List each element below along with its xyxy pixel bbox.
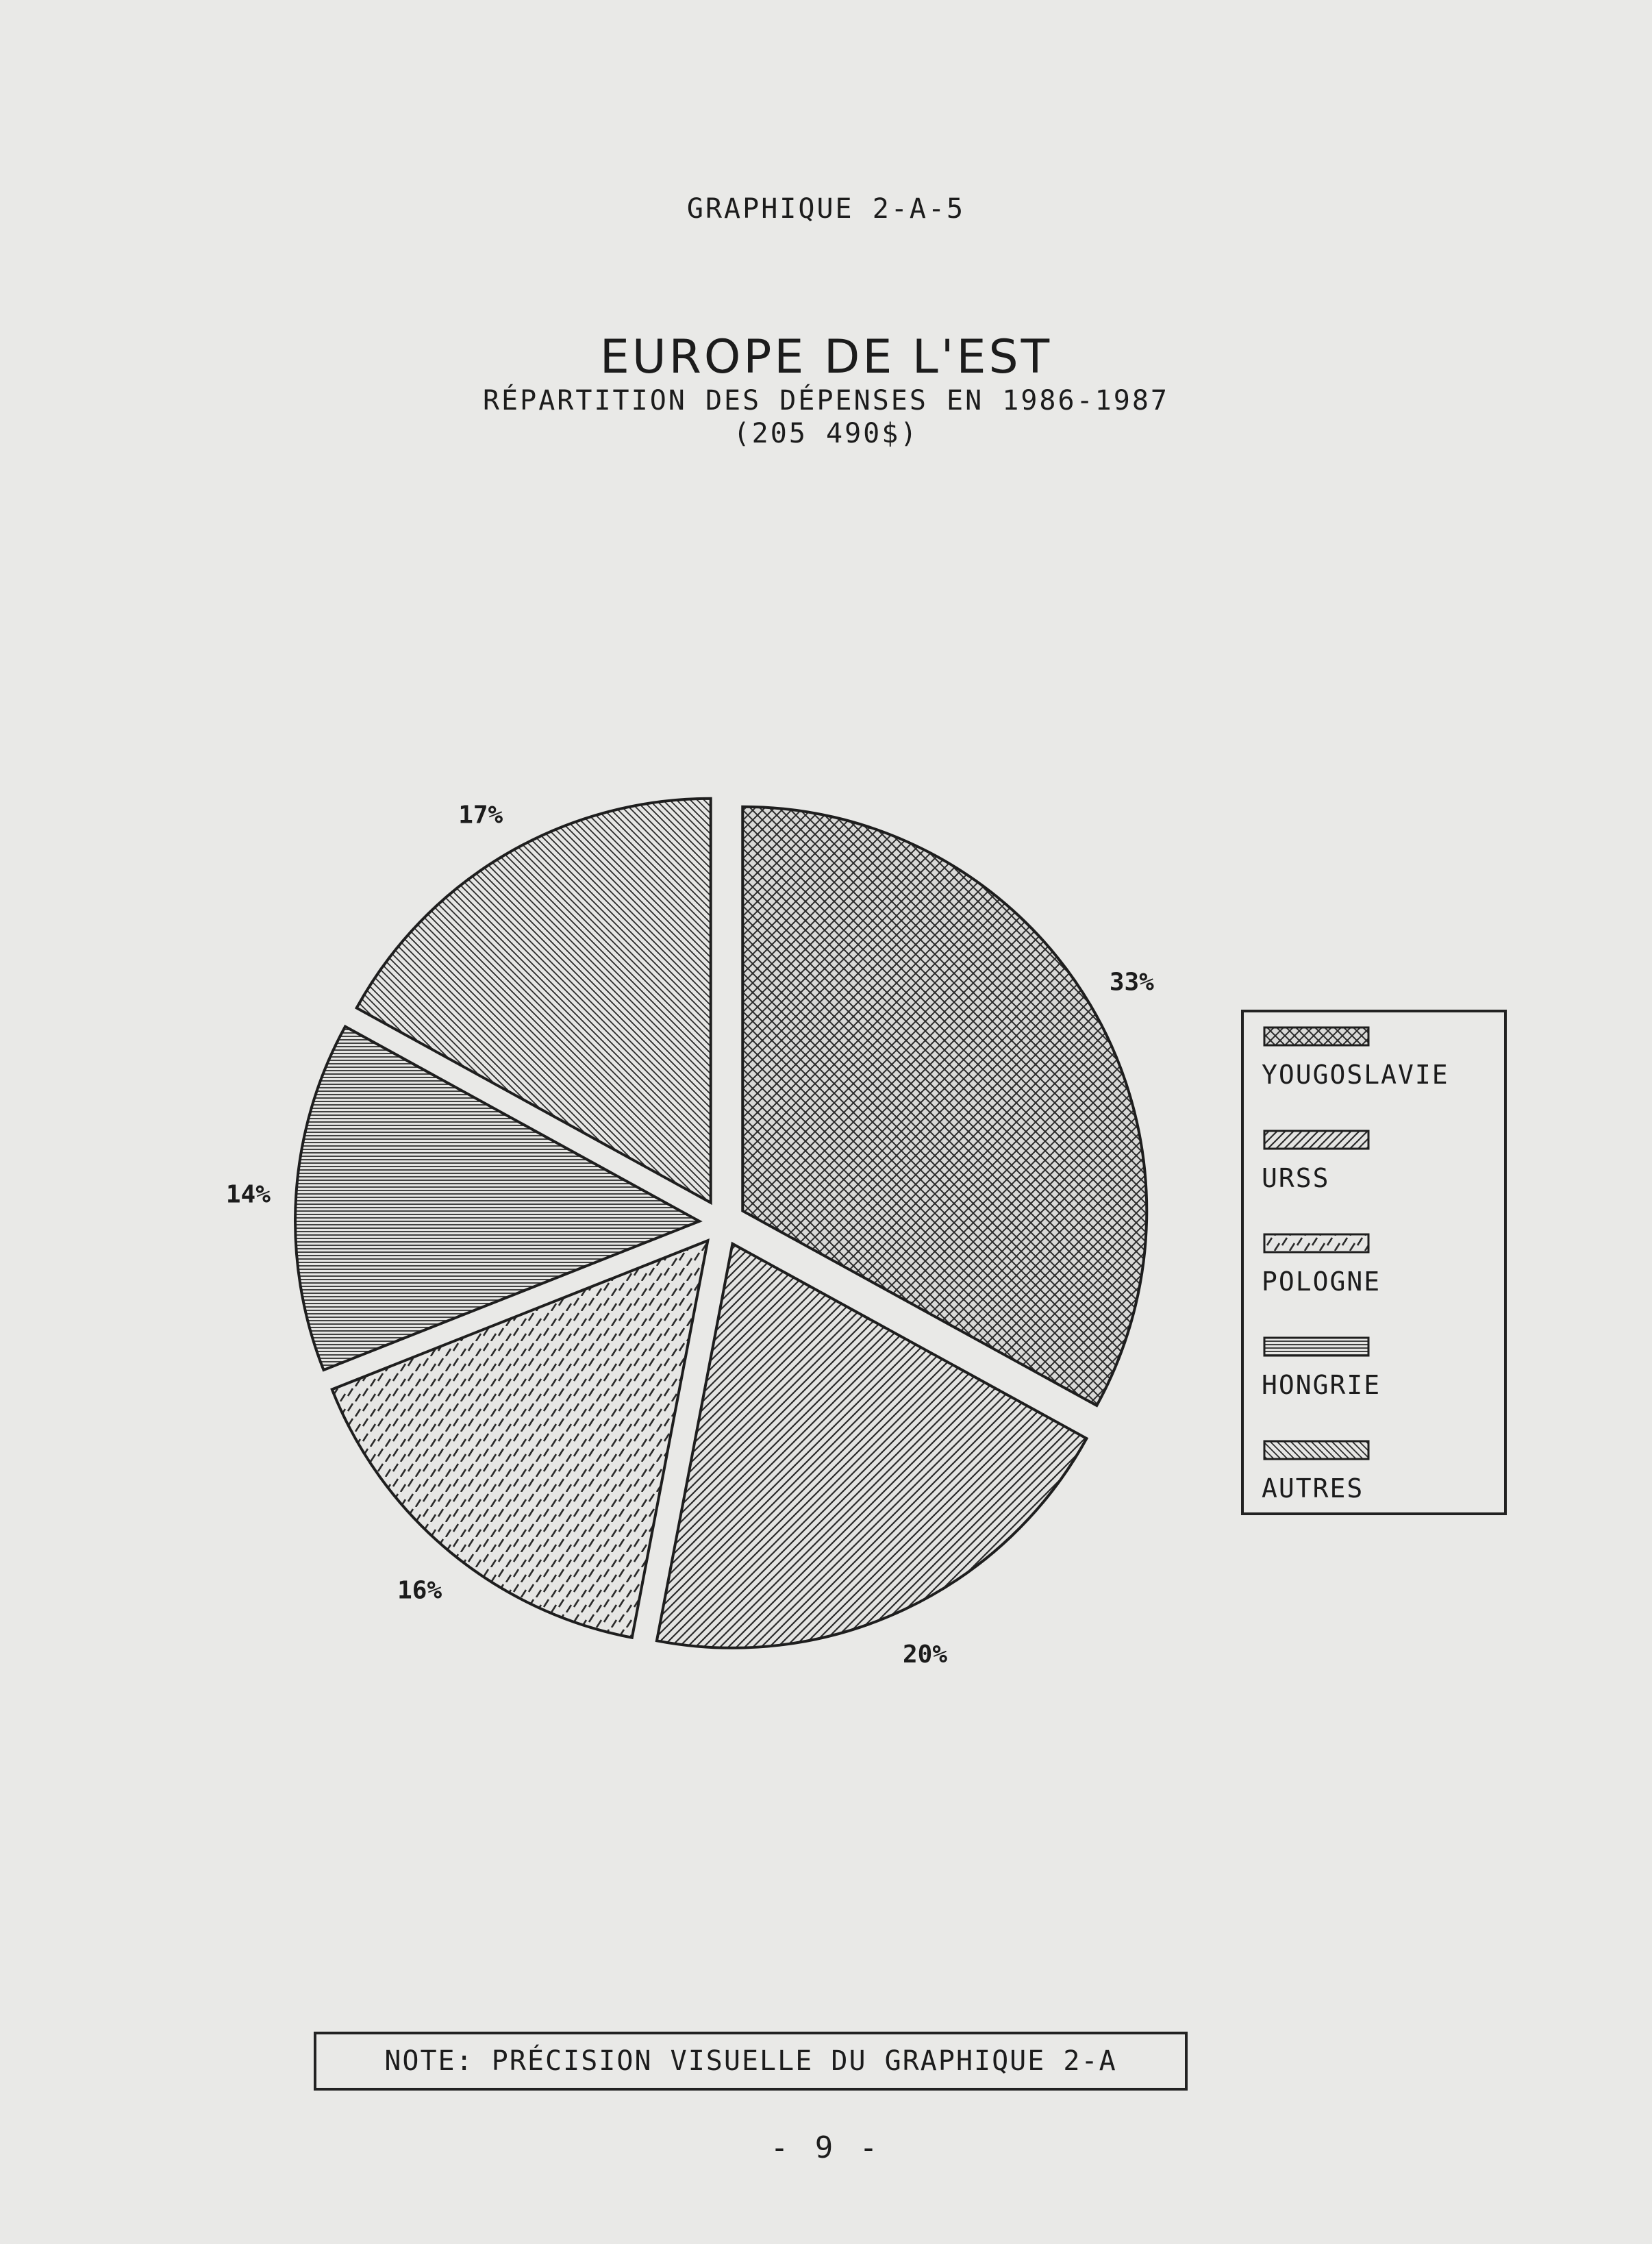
- note-box: NOTE: PRÉCISION VISUELLE DU GRAPHIQUE 2-A: [314, 2032, 1188, 2091]
- chart-legend: [1242, 1011, 1505, 1514]
- chart-total: (205 490$): [733, 418, 919, 449]
- legend-label-yougoslavie: YOUGOSLAVIE: [1262, 1060, 1449, 1090]
- legend-label-autres: AUTRES: [1262, 1473, 1364, 1504]
- legend-label-urss: URSS: [1262, 1163, 1330, 1193]
- legend-swatch-urss: [1264, 1131, 1368, 1149]
- chart-title: EUROPE DE L'EST: [599, 330, 1053, 384]
- legend-label-hongrie: HONGRIE: [1262, 1370, 1381, 1400]
- legend-swatch-yougoslavie: [1264, 1027, 1368, 1045]
- graph-number: GRAPHIQUE 2-A-5: [686, 193, 966, 225]
- pie-slices: [295, 799, 1147, 1648]
- page-number: - 9 -: [770, 2130, 882, 2165]
- legend-swatch-pologne: [1264, 1234, 1368, 1252]
- slice-label-pologne: 16%: [397, 1576, 442, 1605]
- slice-label-yougoslavie: 33%: [1109, 968, 1154, 997]
- legend-swatch-hongrie: [1264, 1338, 1368, 1356]
- legend-swatch-autres: [1264, 1441, 1368, 1459]
- slice-label-urss: 20%: [902, 1640, 948, 1669]
- slice-label-hongrie: 14%: [225, 1180, 271, 1209]
- legend-label-pologne: POLOGNE: [1262, 1267, 1381, 1297]
- slice-label-autres: 17%: [458, 801, 503, 830]
- chart-subtitle: RÉPARTITION DES DÉPENSES EN 1986-1987: [482, 385, 1170, 416]
